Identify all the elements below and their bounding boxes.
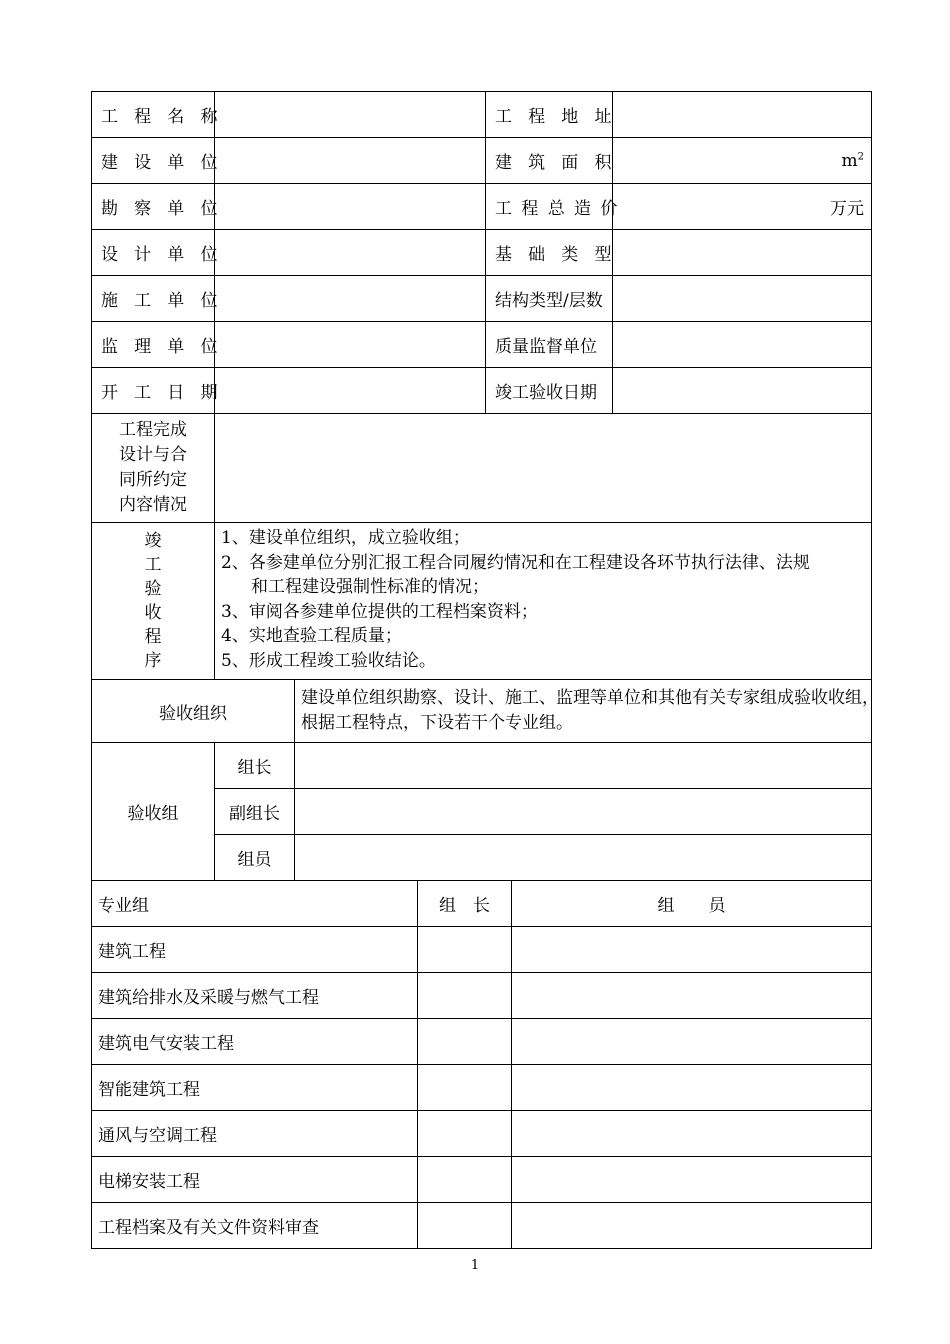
- area-unit: $m^2$: [841, 150, 865, 171]
- label-project-address: 工程地址: [486, 92, 613, 138]
- table-row: [92, 1019, 872, 1065]
- row-survey-unit: [92, 184, 872, 230]
- field-specialty-members[interactable]: [512, 1111, 872, 1157]
- label-start-date: 开工日期: [92, 368, 215, 414]
- specialty-name: 建筑给排水及采暖与燃气工程: [92, 973, 418, 1019]
- specialty-name: 工程档案及有关文件资料审查: [92, 1203, 418, 1249]
- label-organization: 验收组织: [92, 680, 295, 743]
- row-completion-status: [92, 414, 872, 523]
- label-design-unit: 设计单位: [92, 230, 215, 276]
- procedure-text: [215, 523, 872, 680]
- specialty-name: 通风与空调工程: [92, 1111, 418, 1157]
- row-start-date: [92, 368, 872, 414]
- header-specialty-members: 组 员: [512, 881, 872, 927]
- label-group-member: 组员: [215, 835, 295, 881]
- header-specialty: 专业组: [92, 881, 418, 927]
- label-construction-unit: 建设单位: [92, 138, 215, 184]
- label-total-cost: 工程总造价: [486, 184, 613, 230]
- table-row: [92, 927, 872, 973]
- row-construction-unit: [92, 138, 872, 184]
- label-building-area: 建筑面积: [486, 138, 613, 184]
- field-completion-status[interactable]: [215, 414, 872, 523]
- label-quality-supervision: 质量监督单位: [486, 322, 613, 368]
- field-supervision-unit[interactable]: [215, 322, 486, 368]
- field-builder-unit[interactable]: [215, 276, 486, 322]
- field-specialty-leader[interactable]: [418, 1111, 512, 1157]
- label-acceptance-group: 验收组: [92, 743, 215, 881]
- field-specialty-members[interactable]: [512, 1203, 872, 1249]
- label-survey-unit: 勘察单位: [92, 184, 215, 230]
- label-builder-unit: 施工单位: [92, 276, 215, 322]
- field-group-member[interactable]: [295, 835, 872, 881]
- row-specialty-header: [92, 881, 872, 927]
- specialty-name: 建筑工程: [92, 927, 418, 973]
- field-project-name[interactable]: [215, 92, 486, 138]
- field-building-area[interactable]: [613, 138, 872, 184]
- field-group-deputy[interactable]: [295, 789, 872, 835]
- row-supervision-unit: [92, 322, 872, 368]
- procedure-item: 4、实地查验工程质量；: [221, 626, 402, 646]
- field-specialty-leader[interactable]: [418, 1157, 512, 1203]
- procedure-item: 2、各参建单位分别汇报工程合同履约情况和在工程建设各环节执行法律、法规: [221, 552, 810, 573]
- table-row: [92, 973, 872, 1019]
- field-specialty-members[interactable]: [512, 1019, 872, 1065]
- field-specialty-members[interactable]: [512, 1065, 872, 1111]
- specialty-name: 智能建筑工程: [92, 1065, 418, 1111]
- label-project-name: 工程名称: [92, 92, 215, 138]
- label-completion-status: 工程完成 设计与合 同所约定 内容情况: [92, 414, 215, 523]
- label-group-deputy: 副组长: [215, 789, 295, 835]
- field-design-unit[interactable]: [215, 230, 486, 276]
- field-quality-supervision[interactable]: [613, 322, 872, 368]
- specialty-name: 电梯安装工程: [92, 1157, 418, 1203]
- row-builder-unit: [92, 276, 872, 322]
- field-specialty-leader[interactable]: [418, 1065, 512, 1111]
- field-specialty-members[interactable]: [512, 973, 872, 1019]
- field-specialty-leader[interactable]: [418, 927, 512, 973]
- table-row: [92, 1203, 872, 1249]
- table-row: [92, 1065, 872, 1111]
- field-foundation-type[interactable]: [613, 230, 872, 276]
- field-specialty-leader[interactable]: [418, 973, 512, 1019]
- label-completion-date: 竣工验收日期: [486, 368, 613, 414]
- organization-text: 建设单位组织勘察、设计、施工、监理等单位和其他有关专家组成验收收组， 根据工程特点，下设若干个专业组。: [295, 680, 872, 743]
- page-number: 1: [470, 1258, 480, 1273]
- row-organization: [92, 680, 872, 743]
- field-construction-unit[interactable]: [215, 138, 486, 184]
- header-specialty-leader: 组 长: [418, 881, 512, 927]
- field-total-cost[interactable]: [613, 184, 872, 230]
- row-project-name: [92, 92, 872, 138]
- field-completion-date[interactable]: [613, 368, 872, 414]
- field-specialty-members[interactable]: [512, 1157, 872, 1203]
- procedure-item: 1、建设单位组织，成立验收组；: [221, 528, 470, 548]
- field-structure-type[interactable]: [613, 276, 872, 322]
- acceptance-form-table: [91, 91, 879, 1249]
- field-specialty-leader[interactable]: [418, 1019, 512, 1065]
- label-group-leader: 组长: [215, 743, 295, 789]
- row-group-leader: [92, 743, 872, 789]
- field-specialty-members[interactable]: [512, 927, 872, 973]
- field-specialty-leader[interactable]: [418, 1203, 512, 1249]
- specialty-name: 建筑电气安装工程: [92, 1019, 418, 1065]
- field-group-leader[interactable]: [295, 743, 872, 789]
- procedure-item: 3、审阅各参建单位提供的工程档案资料；: [221, 601, 538, 622]
- field-survey-unit[interactable]: [215, 184, 486, 230]
- procedure-item-continued: 和工程建设强制性标准的情况；: [251, 577, 489, 597]
- label-foundation-type: 基础类型: [486, 230, 613, 276]
- label-procedure: 竣 工 验 收 程 序: [92, 523, 215, 680]
- label-structure-type: 结构类型/层数: [486, 276, 613, 322]
- procedure-item: 5、形成工程竣工验收结论。: [221, 650, 436, 671]
- row-design-unit: [92, 230, 872, 276]
- table-row: [92, 1111, 872, 1157]
- row-procedure: [92, 523, 872, 680]
- table-row: [92, 1157, 872, 1203]
- cost-unit: 万元: [830, 199, 865, 219]
- field-project-address[interactable]: [613, 92, 872, 138]
- field-start-date[interactable]: [215, 368, 486, 414]
- label-supervision-unit: 监理单位: [92, 322, 215, 368]
